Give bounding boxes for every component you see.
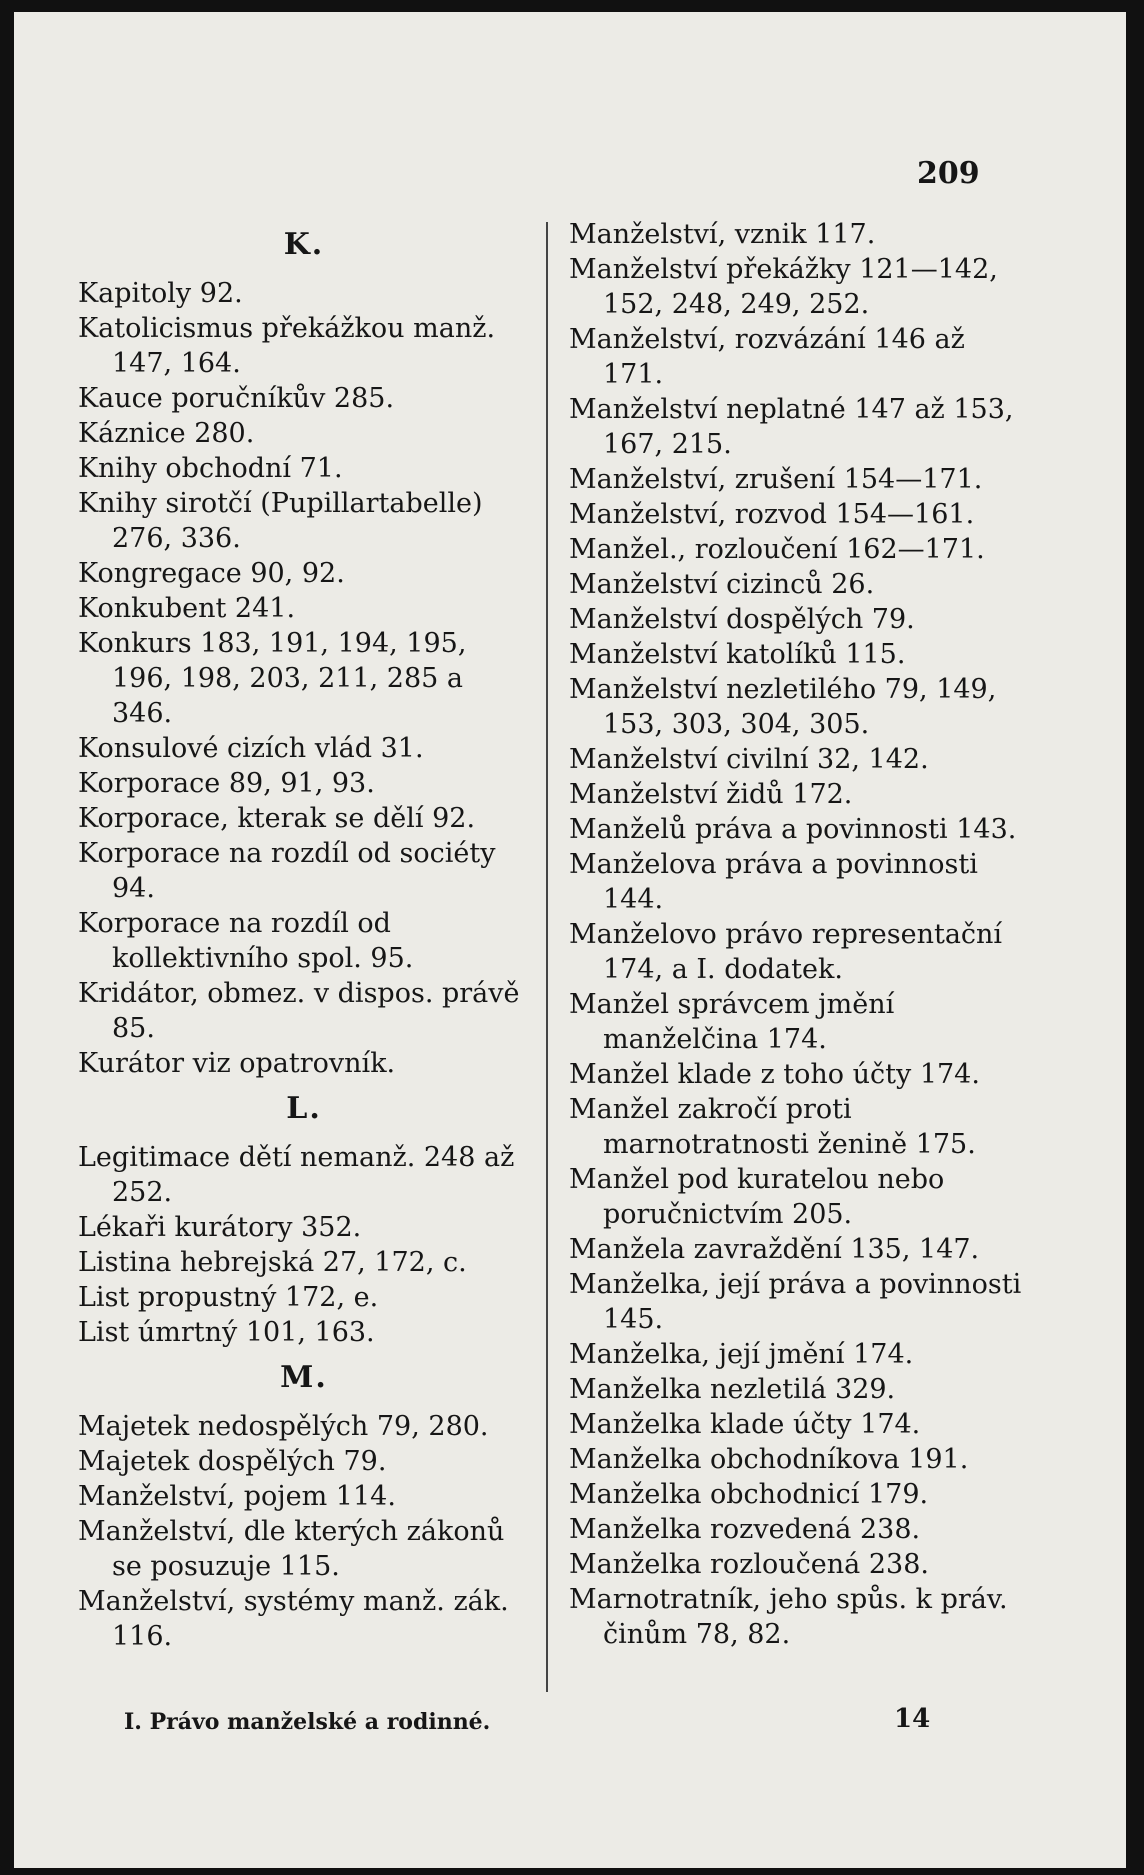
index-entry: Manželka klade účty 174. — [569, 1409, 921, 1440]
column-divider — [546, 222, 548, 1692]
index-entry: Manželství, rozvod 154—161. — [569, 499, 975, 530]
index-entry: Manželka rozloučená 238. — [569, 1549, 929, 1580]
index-entry: Konkubent 241. — [78, 593, 296, 624]
index-entry: Manželství překážky 121—142, 152, 248, 249, 252. — [569, 254, 998, 320]
footer-signature: I. Právo manželské a rodinné. — [124, 1709, 491, 1735]
index-entry: Kridátor, obmez. v dispos. právě 85. — [78, 978, 520, 1044]
index-entry: Manželství, dle kterých zákonů se posuzuje 115. — [78, 1516, 505, 1582]
right-column — [569, 217, 1025, 1652]
index-entry: Manželka rozvedená 238. — [569, 1514, 921, 1545]
index-entry: Kapitoly 92. — [78, 278, 243, 309]
index-entry: Manžel zakročí proti marnotratnosti ženině 175. — [569, 1094, 976, 1160]
index-entry: Manželka, její práva a povinnosti 145. — [569, 1269, 1022, 1335]
index-entry: Korporace na rozdíl od kollektivního spol. 95. — [78, 908, 414, 974]
index-entry: Manželství, zrušení 154—171. — [569, 464, 983, 495]
index-entry: Manželů práva a povinnosti 143. — [569, 814, 1017, 845]
section-letter: K. — [283, 227, 325, 262]
index-entry: Lékaři kurátory 352. — [78, 1212, 362, 1243]
index-entry: Listina hebrejská 27, 172, c. — [78, 1247, 467, 1278]
index-entry: Manželka obchodnicí 179. — [569, 1479, 929, 1510]
index-entry: Knihy sirotčí (Pupillartabelle) 276, 336. — [78, 488, 483, 554]
index-entry: Korporace, kterak se dělí 92. — [78, 803, 476, 834]
index-entry: Kauce poručníkův 285. — [78, 383, 395, 414]
index-entry: Manželství neplatné 147 až 153, 167, 215. — [569, 394, 1014, 460]
index-entry: Manželství nezletilého 79, 149, 153, 303, 304, 305. — [569, 674, 997, 740]
index-entry: Kurátor viz opatrovník. — [78, 1048, 396, 1079]
index-entry: Manželství katolíků 115. — [569, 639, 906, 670]
index-entry: Legitimace dětí nemanž. 248 až 252. — [78, 1142, 515, 1208]
index-entry: Manželství dospělých 79. — [569, 604, 915, 635]
index-entry: Manželství židů 172. — [569, 779, 853, 810]
index-entry: Manželova práva a povinnosti 144. — [569, 849, 978, 915]
index-entry: Konsulové cizích vlád 31. — [78, 733, 424, 764]
index-entry: Manželství, vznik 117. — [569, 219, 876, 250]
index-entry: Manžel pod kuratelou nebo poručnictvím 205. — [569, 1164, 945, 1230]
section-letter: L. — [286, 1091, 322, 1126]
index-entry: List propustný 172, e. — [78, 1282, 379, 1313]
index-entry: Marnotratník, jeho spůs. k práv. činům 78, 82. — [569, 1584, 1008, 1650]
left-column — [78, 217, 530, 1654]
index-entry: Korporace na rozdíl od sociéty 94. — [78, 838, 496, 904]
sheet-number: 14 — [894, 1704, 931, 1734]
index-entry: Manželství, systémy manž. zák. 116. — [78, 1586, 509, 1652]
index-entry: Katolicismus překážkou manž. 147, 164. — [78, 313, 496, 379]
index-entry: Manžel., rozloučení 162—171. — [569, 534, 985, 565]
index-entry: Manželství civilní 32, 142. — [569, 744, 929, 775]
index-entry: Manželství cizinců 26. — [569, 569, 875, 600]
index-entry: Majetek nedospělých 79, 280. — [78, 1411, 489, 1442]
index-entry: Manžela zavraždění 135, 147. — [569, 1234, 980, 1265]
index-entry: List úmrtný 101, 163. — [78, 1317, 375, 1348]
index-entry: Korporace 89, 91, 93. — [78, 768, 375, 799]
index-entry: Káznice 280. — [78, 418, 255, 449]
index-entry: Manželka, její jmění 174. — [569, 1339, 914, 1370]
section-letter: M. — [280, 1360, 328, 1395]
index-entry: Manžel klade z toho účty 174. — [569, 1059, 980, 1090]
index-entry: Majetek dospělých 79. — [78, 1446, 387, 1477]
index-entry: Knihy obchodní 71. — [78, 453, 343, 484]
page-number: 209 — [917, 156, 980, 191]
index-entry: Manželství, pojem 114. — [78, 1481, 396, 1512]
index-entry: Manžel správcem jmění manželčina 174. — [569, 989, 895, 1055]
book-page — [14, 12, 1126, 1868]
index-entry: Konkurs 183, 191, 194, 195, 196, 198, 203, 211, 285 a 346. — [78, 628, 467, 729]
index-entry: Manželovo právo representační 174, a I. dodatek. — [569, 919, 1003, 985]
index-entry: Manželka obchodníkova 191. — [569, 1444, 969, 1475]
index-entry: Kongregace 90, 92. — [78, 558, 345, 589]
index-entry: Manželka nezletilá 329. — [569, 1374, 896, 1405]
index-entry: Manželství, rozvázání 146 až 171. — [569, 324, 965, 390]
